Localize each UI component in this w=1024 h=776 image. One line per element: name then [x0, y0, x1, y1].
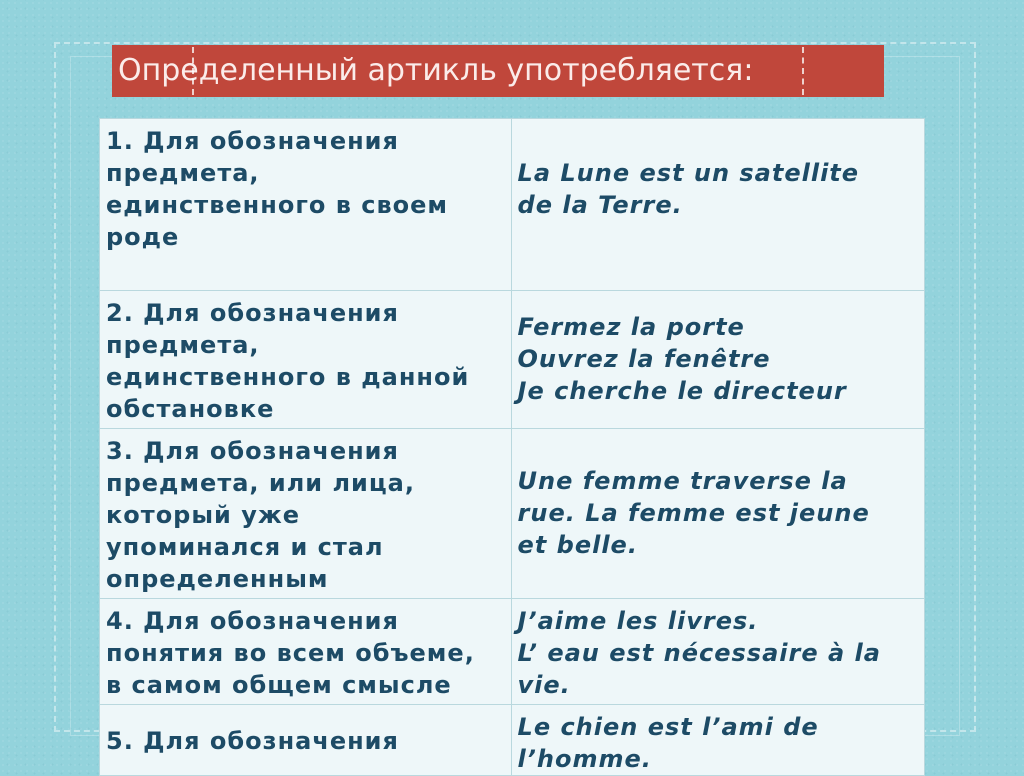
title-border-mark: [192, 47, 194, 95]
example-cell: [511, 599, 924, 705]
rule-line: предмета,: [106, 331, 260, 359]
example-line: vie.: [517, 671, 571, 699]
rule-line: обстановке: [106, 395, 275, 423]
example-line: Fermez la porte: [517, 313, 745, 341]
rule-cell: [100, 705, 512, 776]
example-cell: [511, 429, 924, 599]
rule-line: 2. Для обозначения: [106, 299, 399, 327]
rule-line: 5. Для обозначения: [106, 727, 399, 755]
rule-line: 1. Для обозначения: [106, 127, 399, 155]
rule-line: в самом общем смысле: [106, 671, 452, 699]
example-line: La Lune est un satellite: [517, 159, 860, 187]
table-row: [100, 705, 925, 776]
slide-title-text: Определенный артикль употребляется:: [118, 53, 754, 88]
example-cell: [511, 119, 924, 291]
rule-line: 3. Для обозначения: [106, 437, 399, 465]
title-border-mark: [802, 47, 804, 95]
example-line: Une femme traverse la: [517, 467, 848, 495]
example-line: L’ eau est nécessaire à la: [517, 639, 881, 667]
rule-line: предмета,: [106, 159, 260, 187]
example-line: Le chien est l’ami de: [517, 713, 819, 741]
slide-title: [112, 45, 884, 97]
rule-line: предмета, или лица,: [106, 469, 415, 497]
rule-cell: [100, 291, 512, 429]
rule-cell: [100, 119, 512, 291]
rule-line: единственного в данной: [106, 363, 470, 391]
table-row: [100, 429, 925, 599]
example-line: rue. La femme est jeune: [517, 499, 870, 527]
example-cell: [511, 705, 924, 776]
rule-line: понятия во всем объеме,: [106, 639, 475, 667]
example-cell: [511, 291, 924, 429]
example-line: Je cherche le directeur: [517, 377, 847, 405]
rule-line: упоминался и стал: [106, 533, 384, 561]
rule-cell: [100, 599, 512, 705]
rule-line: 4. Для обозначения: [106, 607, 399, 635]
rule-line: роде: [106, 223, 180, 251]
example-line: l’homme.: [517, 745, 652, 773]
example-line: Ouvrez la fenêtre: [517, 345, 771, 373]
rule-line: определенным: [106, 565, 329, 593]
article-rules-table: [99, 118, 925, 776]
rule-line: который уже: [106, 501, 301, 529]
table-row: [100, 599, 925, 705]
table-row: [100, 291, 925, 429]
example-line: et belle.: [517, 531, 638, 559]
example-line: de la Terre.: [517, 191, 683, 219]
table-row: [100, 119, 925, 291]
rule-cell: [100, 429, 512, 599]
rule-line: единственного в своем: [106, 191, 449, 219]
example-line: J’aime les livres.: [517, 607, 759, 635]
